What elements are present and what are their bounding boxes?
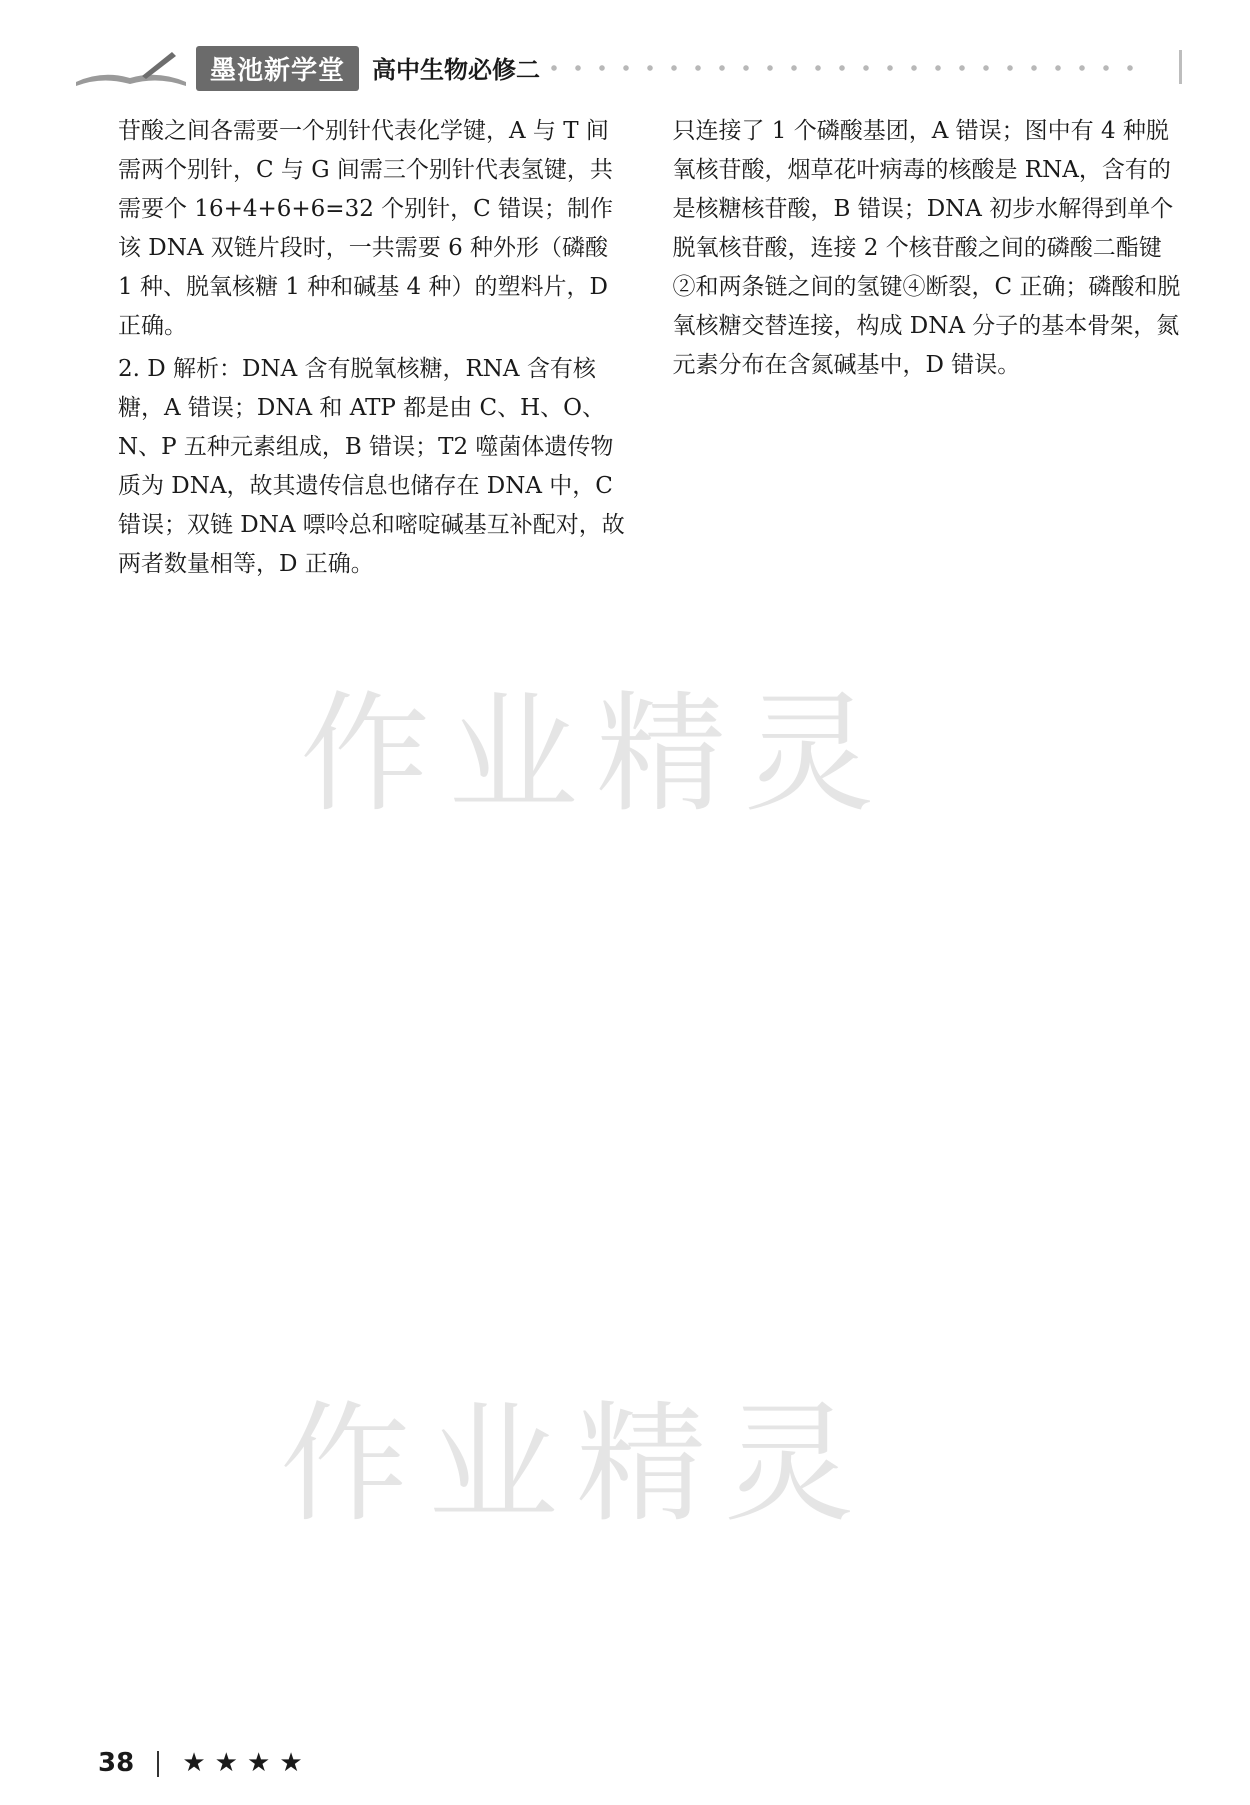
watermark-bottom: 作业精灵 <box>280 1388 873 1540</box>
watermark-top: 作业精灵 <box>300 678 893 830</box>
answer-columns <box>118 112 1183 1727</box>
subject-label: 高中生物必修二 <box>372 56 540 84</box>
header-dots <box>542 64 1142 72</box>
page-footer <box>98 1748 303 1778</box>
header-rule-end <box>1179 50 1182 84</box>
paragraph-1: 苷酸之间各需要一个别针代表化学键，A 与 T 间需两个别针，C 与 G 间需三个别针代表氢键，共需要个 16+4+6+6=32 个别针，C 错误；制作该 DNA 双链片段时，一共需要 6 种外形（磷酸 1 种、脱氧核糖 1 种和碱基 4 种）的塑料片，D 正确。 <box>118 118 614 339</box>
page-number: 38 <box>98 1748 135 1778</box>
paragraph-2: 2. D 解析：DNA 含有脱氧核糖，RNA 含有核糖，A 错误；DNA 和 ATP 都是由 C、H、O、N、P 五种元素组成，B 错误；T2 噬菌体遗传物质为 DNA，故其遗传信息也储存在 DNA 中，C 错误；双链 DNA 嘌呤总和嘧啶碱基互补配对，故两者数量相等，D 正确。 <box>118 356 625 577</box>
book-pen-icon <box>72 48 192 88</box>
right-column <box>673 112 1184 1727</box>
paragraph-3: 只连接了 1 个磷酸基团，A 错误；图中有 4 种脱氧核苷酸，烟草花叶病毒的核酸是 RNA，含有的是核糖核苷酸，B 错误；DNA 初步水解得到单个脱氧核苷酸，连接 2 个核苷酸之间的磷酸二酯键②和两条链之间的氢键④断裂，C 正确；磷酸和脱氧核糖交替连接，构成 DNA 分子的基本骨架，氮元素分布在含氮碱基中，D 错误。 <box>672 118 1181 378</box>
page-header <box>72 38 1182 96</box>
brand-label: 墨池新学堂 <box>196 46 359 91</box>
left-column <box>118 112 629 1727</box>
difficulty-stars: ★ ★ ★ ★ <box>182 1748 303 1778</box>
footer-separator <box>157 1751 159 1777</box>
